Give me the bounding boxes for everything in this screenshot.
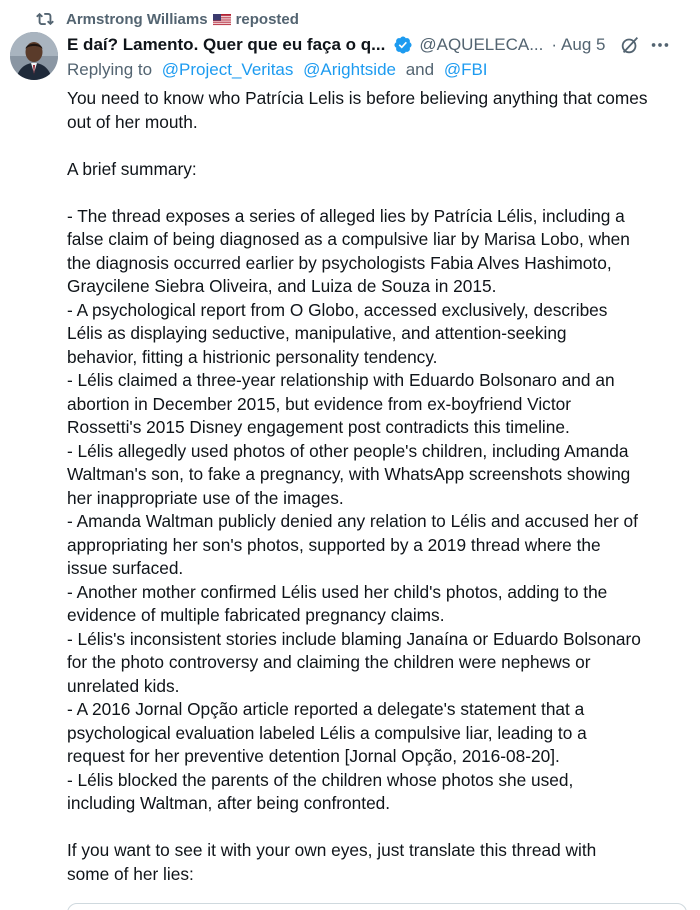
tweet-text-line: including Waltman, after being confronted. [67,793,391,813]
author-display-name[interactable]: E daí? Lamento. Quer que eu faça o q... [67,35,386,54]
repost-context [36,9,299,29]
tweet-text-line: - Lélis's inconsistent stories include blaming Janaína or Eduardo Bolsonaro [67,628,641,649]
tweet-text-line: behavior, fitting a histrionic personality tendency. [67,346,438,367]
repost-label: reposted [235,10,299,28]
grok-icon[interactable] [619,34,641,56]
separator-dot: · [551,35,558,54]
avatar[interactable] [10,32,58,80]
tweet-text-line: - Lélis claimed a three-year relationship with Eduardo Bolsonaro and an [67,370,615,390]
tweet-text-line: abortion in December 2015, but evidence from ex-boyfriend Victor [67,393,571,414]
tweet-text-line: out of her mouth. [67,111,198,132]
tweet-text-line: A brief summary: [67,158,197,179]
tweet-text-line: - Lélis blocked the parents of the children whose photos she used, [67,769,574,790]
tweet-header [67,33,692,57]
verified-badge-icon[interactable] [393,35,413,55]
tweet-text-line: Lélis as displaying seductive, manipulative, and attention-seeking [67,323,567,343]
replying-to-joiner: and [405,60,435,79]
tweet-text-line: Waltman's son, to fake a pregnancy, with WhatsApp screenshots showing [67,464,631,484]
tweet-text-line: - Lélis allegedly used photos of other people's children, including Amanda [67,440,629,461]
tweet-text-line: appropriating her son's photos, supported by a 2019 thread where the [67,534,601,555]
more-icon[interactable] [649,34,671,56]
tweet-text-line: - A 2016 Jornal Opção article reported a delegate's statement that a [67,699,585,719]
tweet-text-line: issue surfaced. [67,558,184,578]
tweet-text-line: - The thread exposes a series of alleged lies by Patrícia Lélis, including a [67,205,625,226]
mention-arightside[interactable]: @Arightside [303,60,396,79]
reposter-name[interactable]: Armstrong Williams [66,10,208,28]
tweet-text-line: unrelated kids. [67,675,180,696]
tweet-text-line: Graycilene Siebra Oliveira, and Luiza de Souza in 2015. [67,276,497,296]
tweet-text-line: - A psychological report from O Globo, accessed exclusively, describes [67,299,608,320]
tweet-text-line: some of her lies: [67,863,194,884]
paragraph-gap [67,181,687,205]
quoted-card[interactable] [67,903,687,910]
replying-to-label: Replying to [67,60,153,79]
tweet-text-line: request for her preventive detention [Jornal Opção, 2016-08-20]. [67,746,560,766]
tweet-text [67,87,687,886]
tweet-text-line: the diagnosis occurred earlier by psychologists Fabia Alves Hashimoto, [67,252,612,273]
tweet-text-line: evidence of multiple fabricated pregnancy claims. [67,605,445,625]
tweet-text-line: - Another mother confirmed Lélis used her child's photos, adding to the [67,581,608,602]
tweet-text-line: - Amanda Waltman publicly denied any relation to Lélis and accused her of [67,511,638,531]
tweet-date[interactable]: Aug 5 [561,35,606,54]
tweet-text-line: If you want to see it with your own eyes, just translate this thread with [67,840,597,860]
tweet-text-line: false claim of being diagnosed as a compulsive liar by Marisa Lobo, when [67,229,630,249]
repost-icon [36,10,54,28]
author-handle[interactable]: @AQUELECA... [419,35,544,54]
tweet-text-line: You need to know who Patrícia Lelis is before believing anything that comes [67,88,648,108]
tweet-text-line: Rossetti's 2015 Disney engagement post contradicts this timeline. [67,417,570,437]
mention-fbi[interactable]: @FBI [443,60,488,79]
tweet-text-line: her inappropriate use of the images. [67,487,344,508]
paragraph-gap [67,816,687,840]
us-flag-icon [213,13,231,25]
tweet-text-line: for the photo controversy and claiming the children were nephews or [67,652,591,672]
replying-to [67,60,488,84]
tweet-text-line: psychological evaluation labeled Lélis a compulsive liar, leading to a [67,722,587,743]
paragraph-gap [67,134,687,158]
mention-project-veritas[interactable]: @Project_Veritas [161,60,294,79]
